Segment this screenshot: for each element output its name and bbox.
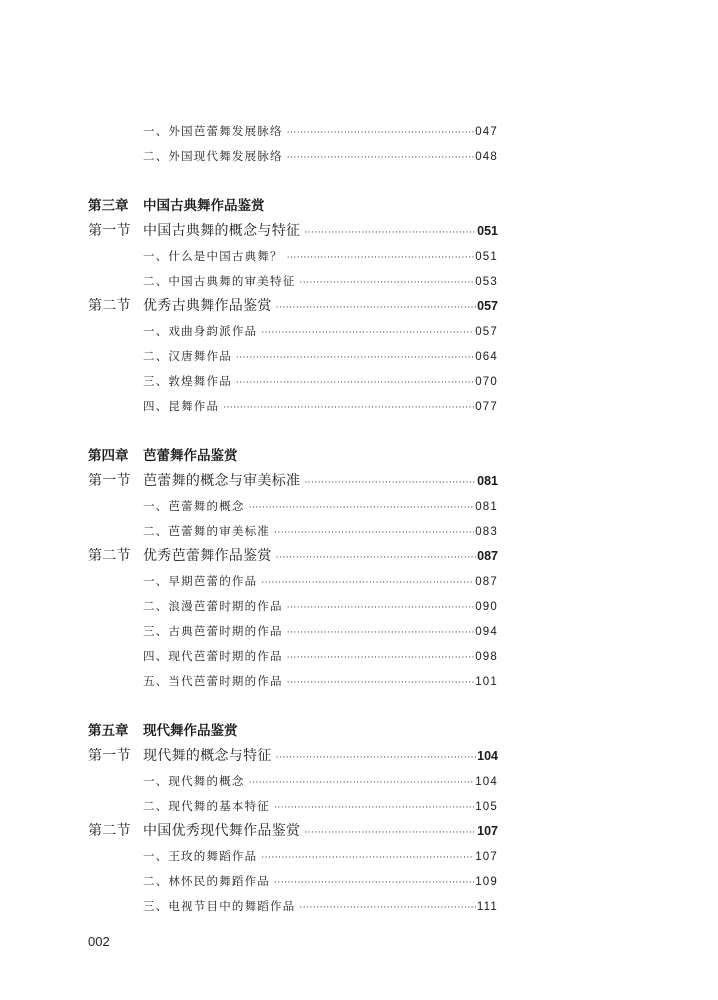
table-of-contents [88, 119, 498, 919]
section-page: 107 [477, 824, 498, 838]
section-number: 第二节 [88, 823, 131, 839]
toc-item[interactable] [88, 519, 498, 544]
toc-item[interactable] [88, 394, 498, 419]
section-number: 第二节 [88, 548, 131, 564]
leader-dots [236, 346, 474, 371]
toc-section[interactable] [88, 744, 498, 769]
toc-item-page: 087 [475, 576, 498, 588]
toc-item-title: 一、芭蕾舞的概念 [143, 499, 245, 513]
toc-item[interactable] [88, 119, 498, 144]
leader-dots [261, 571, 474, 596]
toc-item[interactable] [88, 144, 498, 169]
chapter-number: 第三章 [88, 198, 129, 214]
toc-item[interactable] [88, 844, 498, 869]
chapter-title: 中国古典舞作品鉴赏 [143, 198, 265, 214]
section-number: 第一节 [88, 748, 131, 764]
leader-dots [287, 646, 475, 671]
leader-dots [304, 221, 476, 246]
toc-item[interactable] [88, 894, 498, 919]
section-page: 081 [477, 474, 498, 488]
section-page: 057 [477, 299, 498, 313]
toc-item-page: 064 [475, 351, 498, 363]
leader-dots [276, 746, 476, 771]
section-title: 中国古典舞的概念与特征 [143, 223, 301, 239]
toc-item[interactable] [88, 794, 498, 819]
leader-dots [299, 271, 474, 296]
toc-item-title: 一、外国芭蕾舞发展脉络 [143, 124, 283, 138]
toc-item-page: 077 [475, 401, 498, 413]
leader-dots [274, 796, 474, 821]
toc-section[interactable] [88, 544, 498, 569]
toc-section[interactable] [88, 819, 498, 844]
toc-item[interactable] [88, 644, 498, 669]
leader-dots [287, 596, 475, 621]
section-title: 优秀芭蕾舞作品鉴赏 [143, 548, 272, 564]
toc-item[interactable] [88, 869, 498, 894]
toc-item-title: 一、早期芭蕾的作品 [143, 574, 258, 588]
toc-item-title: 二、芭蕾舞的审美标准 [143, 524, 270, 538]
toc-item-page: 094 [475, 626, 498, 638]
spacer [88, 419, 498, 444]
toc-item[interactable] [88, 344, 498, 369]
leader-dots [287, 146, 475, 171]
toc-item-page: 070 [475, 376, 498, 388]
leader-dots [287, 671, 475, 696]
spacer [88, 169, 498, 194]
toc-item[interactable] [88, 619, 498, 644]
toc-item-title: 二、林怀民的舞蹈作品 [143, 874, 270, 888]
toc-item-page: 098 [475, 651, 498, 663]
toc-item-title: 二、外国现代舞发展脉络 [143, 149, 283, 163]
toc-section[interactable] [88, 469, 498, 494]
leader-dots [304, 471, 476, 496]
chapter-heading[interactable] [88, 194, 498, 219]
spacer [88, 694, 498, 719]
section-number: 第一节 [88, 223, 131, 239]
toc-section[interactable] [88, 219, 498, 244]
toc-item-title: 一、什么是中国古典舞？ [143, 249, 283, 263]
toc-item-title: 三、古典芭蕾时期的作品 [143, 624, 283, 638]
toc-item-page: 053 [475, 276, 498, 288]
leader-dots [236, 371, 474, 396]
toc-item-title: 二、汉唐舞作品 [143, 349, 232, 363]
toc-item-title: 一、王玫的舞蹈作品 [143, 849, 258, 863]
toc-item-page: 101 [475, 676, 498, 688]
section-title: 中国优秀现代舞作品鉴赏 [143, 823, 301, 839]
toc-item-page: 111 [476, 901, 498, 913]
toc-section[interactable] [88, 294, 498, 319]
toc-item-page: 083 [475, 526, 498, 538]
leader-dots [276, 296, 476, 321]
leader-dots [261, 846, 474, 871]
toc-item-title: 五、当代芭蕾时期的作品 [143, 674, 283, 688]
section-number: 第二节 [88, 298, 131, 314]
toc-item-page: 051 [475, 251, 498, 263]
section-page: 087 [477, 549, 498, 563]
section-title: 优秀古典舞作品鉴赏 [143, 298, 272, 314]
toc-item[interactable] [88, 369, 498, 394]
toc-item-page: 081 [475, 501, 498, 513]
chapter-number: 第五章 [88, 723, 129, 739]
leader-dots [249, 771, 475, 796]
toc-item-title: 二、中国古典舞的审美特征 [143, 274, 296, 288]
toc-item-page: 105 [475, 801, 498, 813]
toc-item-page: 090 [475, 601, 498, 613]
leader-dots [261, 321, 474, 346]
chapter-title: 现代舞作品鉴赏 [143, 723, 238, 739]
leader-dots [276, 546, 476, 571]
toc-item[interactable] [88, 269, 498, 294]
section-page: 051 [477, 224, 498, 238]
leader-dots [274, 871, 474, 896]
chapter-heading[interactable] [88, 719, 498, 744]
leader-dots [287, 121, 475, 146]
section-title: 现代舞的概念与特征 [143, 748, 272, 764]
toc-item-title: 二、浪漫芭蕾时期的作品 [143, 599, 283, 613]
section-page: 104 [477, 749, 498, 763]
section-title: 芭蕾舞的概念与审美标准 [143, 473, 301, 489]
toc-item-title: 一、戏曲身韵派作品 [143, 324, 258, 338]
leader-dots [223, 396, 474, 421]
leader-dots [249, 496, 475, 521]
toc-item-page: 109 [475, 876, 498, 888]
leader-dots [304, 821, 476, 846]
toc-item-title: 一、现代舞的概念 [143, 774, 245, 788]
chapter-title: 芭蕾舞作品鉴赏 [143, 448, 238, 464]
leader-dots [287, 246, 475, 271]
toc-item-page: 057 [475, 326, 498, 338]
toc-item-title: 四、现代芭蕾时期的作品 [143, 649, 283, 663]
chapter-heading[interactable] [88, 444, 498, 469]
leader-dots [299, 896, 476, 921]
toc-item-title: 三、电视节目中的舞蹈作品 [143, 899, 296, 913]
section-number: 第一节 [88, 473, 131, 489]
toc-item[interactable] [88, 594, 498, 619]
toc-item-page: 047 [475, 126, 498, 138]
page-number: 002 [88, 934, 110, 949]
toc-item-page: 104 [475, 776, 498, 788]
toc-item[interactable] [88, 244, 498, 269]
toc-item[interactable] [88, 494, 498, 519]
toc-item-page: 107 [475, 851, 498, 863]
leader-dots [274, 521, 474, 546]
toc-item[interactable] [88, 569, 498, 594]
toc-item-title: 三、敦煌舞作品 [143, 374, 232, 388]
leader-dots [287, 621, 475, 646]
toc-item-page: 048 [475, 151, 498, 163]
toc-item-title: 二、现代舞的基本特征 [143, 799, 270, 813]
toc-item-title: 四、昆舞作品 [143, 399, 220, 413]
toc-item[interactable] [88, 669, 498, 694]
toc-item[interactable] [88, 319, 498, 344]
toc-item[interactable] [88, 769, 498, 794]
chapter-number: 第四章 [88, 448, 129, 464]
